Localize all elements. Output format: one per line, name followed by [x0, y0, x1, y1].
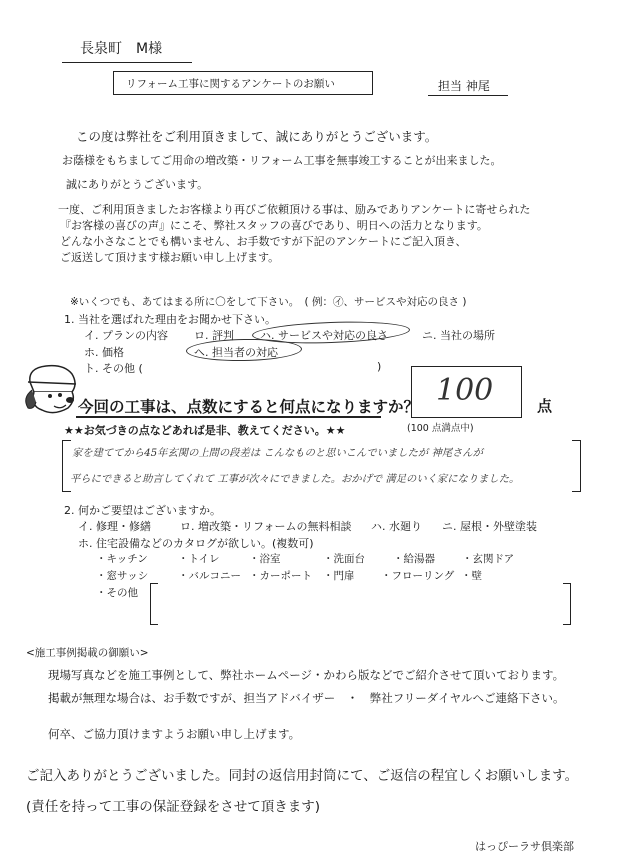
intro-para1: 一度、ご利用頂きましたお客様より再びご依頼頂ける事は、励みでありアンケートに寄せられた	[58, 203, 531, 216]
catalog-water-heater[interactable]: ・給湯器	[393, 553, 435, 565]
q1-question: 1. 当社を選ばれた理由をお聞かせ下さい。	[64, 313, 276, 326]
catalog-other[interactable]: ・その他	[96, 587, 138, 599]
catalog-bath[interactable]: ・浴室	[249, 553, 281, 565]
catalog-balcony[interactable]: ・バルコニー	[178, 570, 241, 582]
dog-mascot-illustration	[20, 362, 84, 418]
q1-option-reputation[interactable]: ロ. 評判	[194, 329, 234, 342]
q1-option-service[interactable]: ハ. サービスや対応の良さ	[260, 329, 388, 342]
comments-handwritten-line2[interactable]: 平らにできると助言してくれて 工事が次々にできました。おかげで 満足のいく家になりました。	[70, 473, 520, 485]
catalog-sink[interactable]: ・洗面台	[323, 553, 365, 565]
q1-option-other[interactable]: ト. その他 (	[84, 362, 143, 375]
intro-para3: どんな小さなことでも構いません、お手数ですが下記のアンケートにご記入頂き、	[60, 235, 467, 248]
comments-bracket-right	[572, 440, 581, 492]
catalog-kitchen[interactable]: ・キッチン	[96, 553, 148, 565]
staff-underline	[428, 95, 508, 96]
catalog-gate[interactable]: ・門扉	[323, 570, 355, 582]
catalog-flooring[interactable]: ・フローリング	[381, 570, 455, 582]
q2-option-catalog[interactable]: ホ. 住宅設備などのカタログが欲しい。(複数可)	[78, 537, 314, 550]
q2-option-repair[interactable]: イ. 修理・修繕	[78, 520, 151, 533]
publish-line2: 掲載が無理な場合は、お手数ですが、担当アドバイザー ・ 弊社フリーダイヤルへご連絡下さい。	[48, 691, 565, 705]
score-underline	[76, 416, 381, 418]
q1-option-other-close: )	[377, 360, 382, 373]
q1-option-plan[interactable]: イ. プランの内容	[84, 329, 168, 342]
publish-heading: <施工事例掲載の御願い>	[26, 647, 149, 659]
title-box	[113, 71, 373, 95]
publish-line3: 何卒、ご協力頂けますようお願い申し上げます。	[48, 727, 301, 741]
q1-option-staff[interactable]: ヘ. 担当者の対応	[194, 346, 278, 359]
other-bracket-left	[150, 583, 158, 625]
closing-line1: ご記入ありがとうございました。同封の返信用封筒にて、ご返信の程宜しくお願いします。	[26, 768, 579, 784]
publish-line1: 現場写真などを施工事例として、弊社ホームページ・かわら版などでご紹介させて頂いております。	[48, 668, 565, 682]
q2-option-consult[interactable]: ロ. 増改築・リフォームの無料相談	[180, 520, 352, 533]
intro-para4: ご返送して頂けます様お願い申し上げます。	[60, 251, 280, 264]
score-question: 今回の工事は、点数にすると何点になりますか？	[78, 398, 420, 416]
score-value: 100	[436, 373, 494, 408]
intro-para2: 『お客様の喜びの声』にこそ、弊社スタッフの喜びであり、明日への活力となります。	[60, 219, 488, 232]
catalog-carport[interactable]: ・カーポート	[249, 570, 312, 582]
score-note: (100 点満点中)	[407, 423, 474, 434]
intro-line1: お蔭様をもちましてご用命の増改築・リフォーム工事を無事竣工することが出来ました。	[62, 154, 502, 167]
other-bracket-right	[563, 583, 571, 625]
comments-handwritten-line1[interactable]: 家を建ててから45年玄関の上間の段差は こんなものと思いこんでいましたが 神尾さんが	[72, 447, 483, 459]
q1-option-price[interactable]: ホ. 価格	[84, 346, 124, 359]
score-box	[411, 366, 522, 418]
q2-question: 2. 何かご要望はございますか。	[64, 504, 221, 517]
catalog-entrance-door[interactable]: ・玄関ドア	[462, 553, 515, 565]
catalog-toilet[interactable]: ・トイレ	[178, 553, 220, 565]
catalog-window-sash[interactable]: ・窓サッシ	[96, 570, 149, 582]
score-unit: 点	[537, 397, 553, 415]
document-title: リフォーム工事に関するアンケートのお願い	[126, 78, 335, 90]
comments-prompt: ★★お気づきの点などあれば是非、教えてください。★★	[64, 424, 346, 437]
intro-line2: 誠にありがとうございます。	[66, 178, 209, 191]
catalog-wall[interactable]: ・壁	[461, 570, 482, 582]
staff-name: 担当 神尾	[438, 79, 490, 93]
instructions: ※いくつでも、あてはまる所に〇をして下さい。 ( 例：㋑、サービスや対応の良さ )	[70, 296, 467, 308]
q2-option-plumbing[interactable]: ハ. 水廻り	[371, 520, 422, 533]
intro-thanks: この度は弊社をご利用頂きまして、誠にありがとうございます。	[76, 129, 438, 144]
q1-option-location[interactable]: ニ. 当社の場所	[422, 329, 495, 342]
closing-line2: (責任を持って工事の保証登録をさせて頂きます)	[26, 799, 321, 815]
q2-option-roof[interactable]: ニ. 屋根・外壁塗装	[442, 520, 537, 533]
customer-underline	[62, 62, 192, 63]
customer-name: 長泉町 M様	[80, 41, 163, 57]
footer-brand: はっぴーラサ倶楽部	[475, 840, 574, 853]
